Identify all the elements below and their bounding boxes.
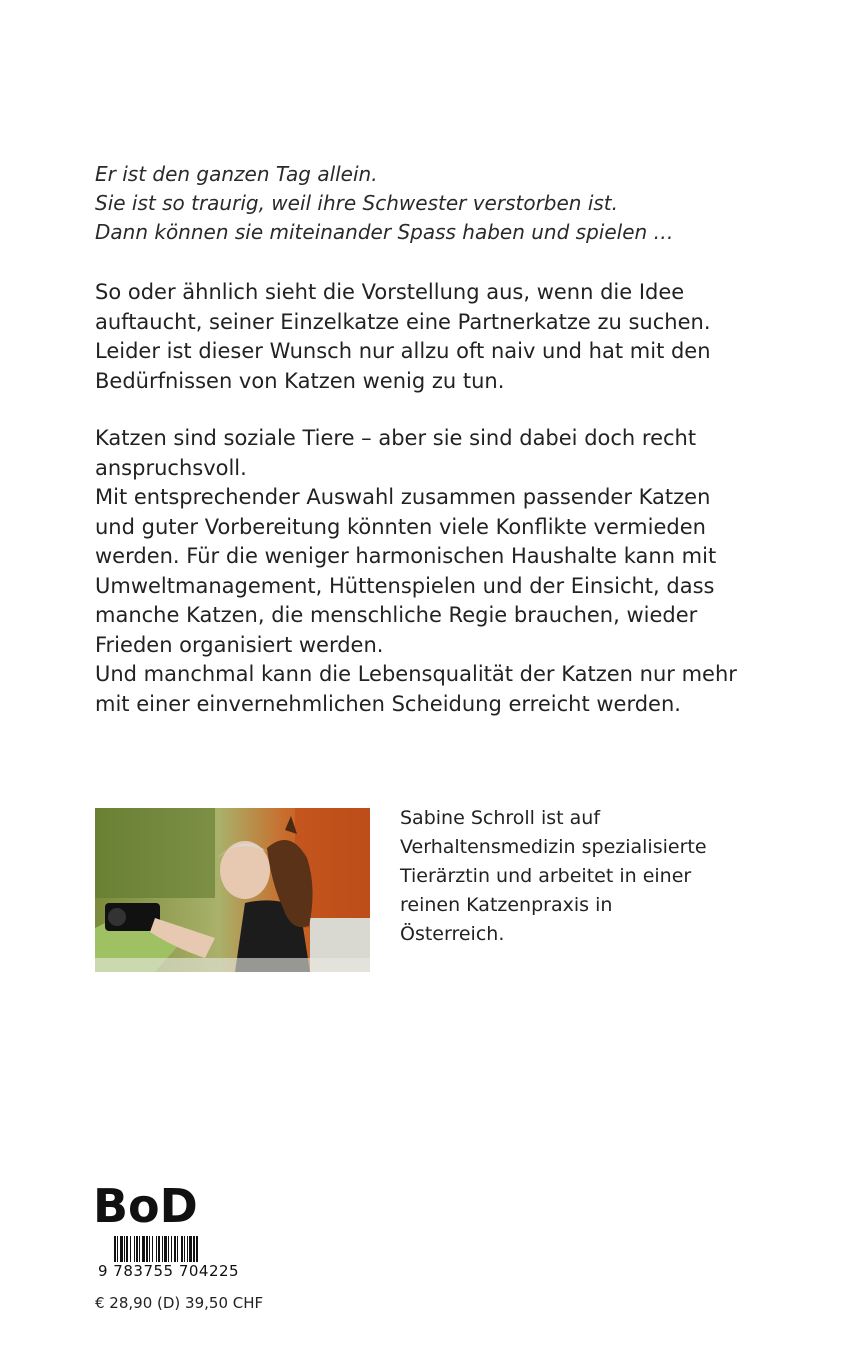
publisher-logo-text: BoD [93,1180,198,1230]
text-line: anspruchsvoll. [95,455,247,480]
intro-line: Dann können sie miteinander Spass haben und spielen … [95,220,674,244]
author-bio [400,804,720,949]
text-line: mit einer einvernehmlichen Scheidung erreicht werden. [95,691,681,716]
isbn-number: 9 783755 704225 [98,1262,240,1280]
text-line: Umweltmanagement, Hüttenspielen und der Einsicht, dass [95,573,715,598]
text-line: und guter Vorbereitung könnten viele Konflikte vermieden [95,514,706,539]
text-line: Leider ist dieser Wunsch nur allzu oft naiv und hat mit den [95,339,711,363]
text-line: Katzen sind soziale Tiere – aber sie sind dabei doch recht [95,426,697,450]
text-line: So oder ähnlich sieht die Vorstellung aus, wenn die Idee [95,280,685,304]
author-photo [95,808,370,972]
text-line: auftaucht, seiner Einzelkatze eine Partnerkatze zu suchen. [95,309,711,334]
bio-line: reinen Katzenpraxis in Österreich. [400,894,613,945]
bio-line: Tierärztin und arbeitet in einer [400,865,692,887]
publisher-logo [93,1180,203,1230]
bio-line: Verhaltensmedizin spezialisierte [400,836,707,858]
price-label: € 28,90 (D) 39,50 CHF [95,1294,264,1312]
paragraph-1 [95,278,755,396]
text-line: Frieden organisiert werden. [95,632,384,657]
text-line: werden. Für die weniger harmonischen Haushalte kann mit [95,544,717,568]
text-line: manche Katzen, die menschliche Regie brauchen, wieder [95,603,698,627]
bio-line: Sabine Schroll ist auf [400,807,601,829]
text-line: Bedürfnissen von Katzen wenig zu tun. [95,368,505,393]
intro-quote [95,160,735,247]
intro-line: Er ist den ganzen Tag allein. [95,162,378,186]
paragraph-2 [95,424,755,719]
intro-line: Sie ist so traurig, weil ihre Schwester verstorben ist. [95,191,619,215]
text-line: Mit entsprechender Auswahl zusammen passender Katzen [95,485,711,509]
text-line: Und manchmal kann die Lebensqualität der Katzen nur mehr [95,662,737,686]
